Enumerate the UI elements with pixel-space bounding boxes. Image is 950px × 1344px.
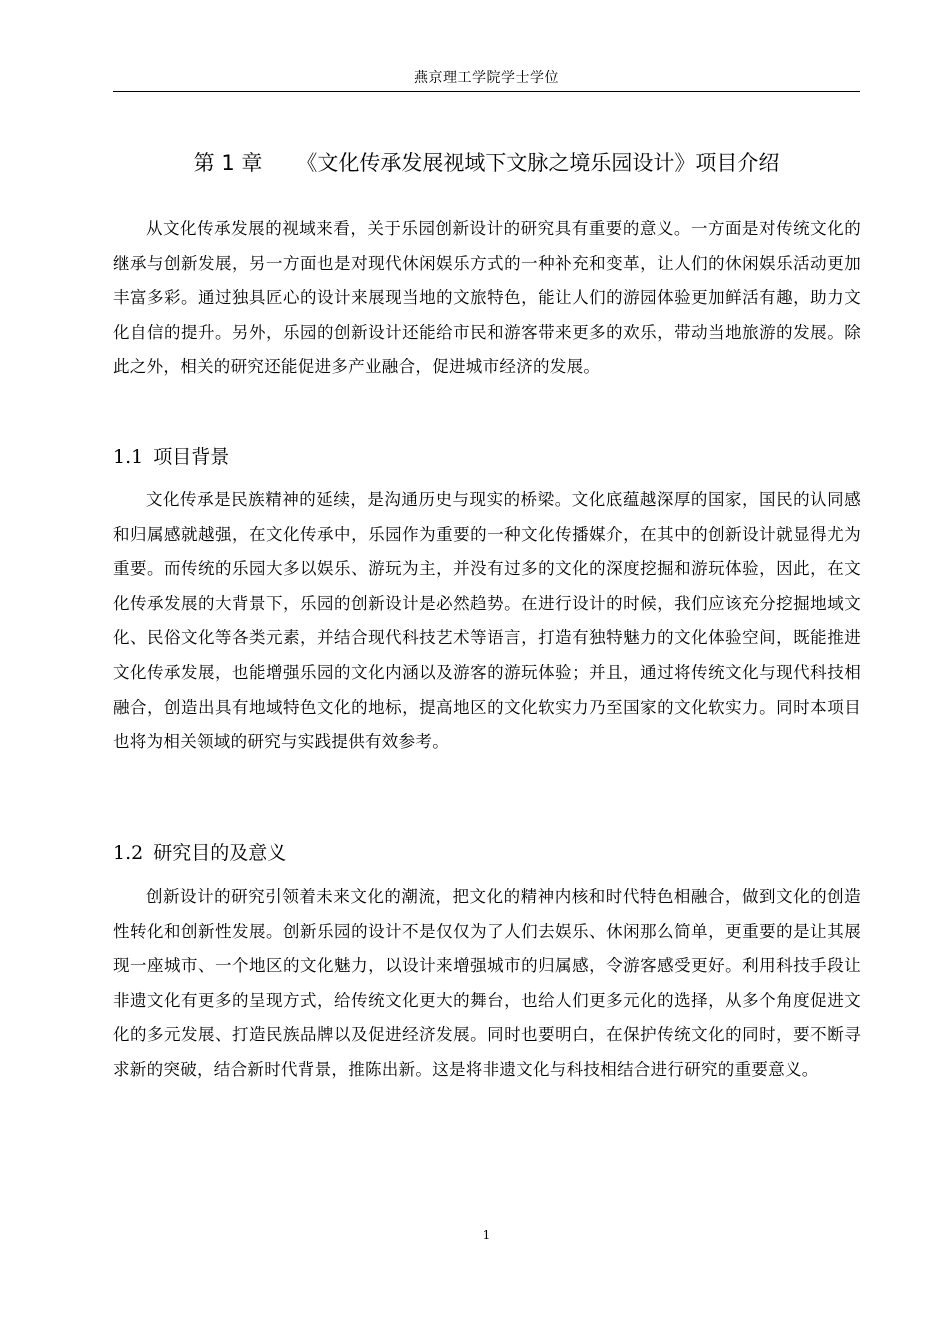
section-title: 研究目的及意义 [153, 842, 287, 864]
section-title: 项目背景 [153, 446, 230, 468]
section-number: 1.2 [113, 842, 144, 864]
chapter-title-text: 《文化传承发展视域下文脉之境乐园设计》项目介绍 [296, 151, 780, 175]
section-heading-1-1 [113, 442, 229, 472]
running-header: 燕京理工学院学士学位 [414, 70, 559, 86]
intro-paragraph: 从文化传承发展的视域来看，关于乐园创新设计的研究具有重要的意义。一方面是对传统文化的继承与创新发展，另一方面也是对现代休闲娱乐方式的一种补充和变革，让人们的休闲娱乐活动更加丰富多彩。通过独具匠心的设计来展现当地的文旅特色，能让人们的游园体验更加鲜活有趣，助力文化自信的提升。另外，乐园的创新设计还能给市民和游客带来更多的欢乐，带动当地旅游的发展。除此之外，相关的研究还能促进多产业融合，促进城市经济的发展。 [113, 219, 861, 377]
section-1-2-paragraph: 创新设计的研究引领着未来文化的潮流，把文化的精神内核和时代特色相融合，做到文化的创造性转化和创新性发展。创新乐园的设计不是仅仅为了人们去娱乐、休闲那么简单，更重要的是让其展现一座城市、一个地区的文化魅力，以设计来增强城市的归属感，令游客感受更好。利用科技手段让非遗文化有更多的呈现方式，给传统文化更大的舞台，也给人们更多元化的选择，从多个角度促进文化的多元发展、打造民族品牌以及促进经济发展。同时也要明白，在保护传统文化的同时，要不断寻求新的突破，结合新时代背景，推陈出新。这是将非遗文化与科技相结合进行研究的重要意义。 [113, 887, 861, 1079]
section-1-1-paragraph: 文化传承是民族精神的延续，是沟通历史与现实的桥梁。文化底蕴越深厚的国家，国民的认同感和归属感就越强，在文化传承中，乐园作为重要的一种文化传播媒介，在其中的创新设计就显得尤为重要。而传统的乐园大多以娱乐、游玩为主，并没有过多的文化的深度挖掘和游玩体验，因此，在文化传承发展的大背景下，乐园的创新设计是必然趋势。在进行设计的时候，我们应该充分挖掘地域文化、民俗文化等各类元素，并结合现代科技艺术等语言，打造有独特魅力的文化体验空间，既能推进文化传承发展，也能增强乐园的文化内涵以及游客的游玩体验；并且，通过将传统文化与现代科技相融合，创造出具有地域特色文化的地标，提高地区的文化软实力乃至国家的文化软实力。同时本项目也将为相关领域的研究与实践提供有效参考。 [113, 490, 861, 752]
chapter-title [113, 146, 860, 180]
section-number: 1.1 [113, 446, 144, 468]
section-heading-1-2 [113, 838, 286, 868]
chapter-number: 第 1 章 [193, 151, 263, 175]
page-number: 1 [482, 1228, 491, 1242]
header-rule [113, 91, 860, 92]
